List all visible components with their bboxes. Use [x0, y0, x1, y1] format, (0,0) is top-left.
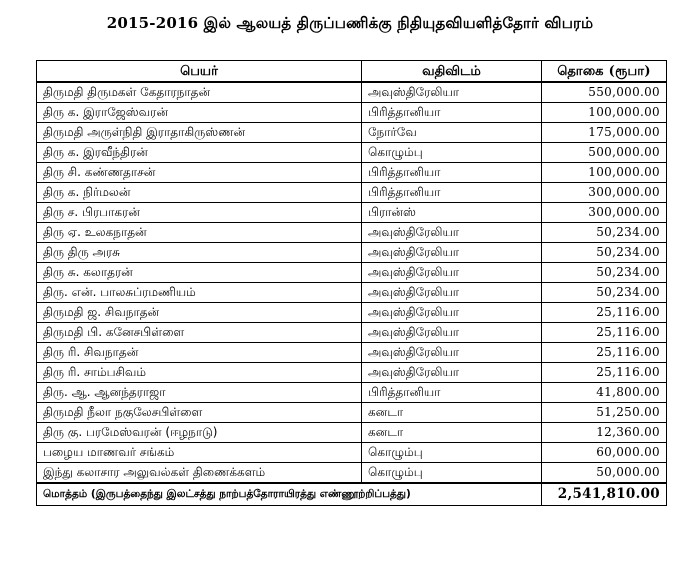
donor-amount: 41,800.00	[542, 383, 667, 403]
table-row	[37, 82, 667, 103]
donor-amount: 25,116.00	[542, 363, 667, 383]
donor-amount: 25,116.00	[542, 323, 667, 343]
table-row	[37, 223, 667, 243]
total-label: மொத்தம் (இருபத்தைந்து இலட்சத்து நாற்பத்தோராயிரத்து எண்ணூற்றிப்பத்து)	[37, 483, 542, 506]
donor-residence: அவுஸ்திரேலியா	[362, 263, 542, 283]
donor-name: திருமதி அருள்நிதி இராதாகிருஸ்ணன்	[37, 123, 362, 143]
donor-residence: அவுஸ்திரேலியா	[362, 82, 542, 103]
donor-residence: பிரித்தானியா	[362, 103, 542, 123]
donor-name: திரு. ஆ. ஆனந்தராஜா	[37, 383, 362, 403]
donor-name: திருமதி பி. கனேசபிள்ளை	[37, 323, 362, 343]
donor-amount: 100,000.00	[542, 163, 667, 183]
donor-name: திரு சு. கலாதரன்	[37, 263, 362, 283]
table-row	[37, 383, 667, 403]
donor-name: திரு திரு அரசு	[37, 243, 362, 263]
donor-residence: பிரித்தானியா	[362, 383, 542, 403]
donor-residence: கனடா	[362, 403, 542, 423]
donor-amount: 300,000.00	[542, 203, 667, 223]
table-row	[37, 243, 667, 263]
donor-residence: கொழும்பு	[362, 463, 542, 484]
donor-name: திரு ரி. சிவநாதன்	[37, 343, 362, 363]
table-row	[37, 283, 667, 303]
table-row	[37, 323, 667, 343]
table-row	[37, 303, 667, 323]
donor-residence: பிரித்தானியா	[362, 183, 542, 203]
table-row	[37, 203, 667, 223]
table-row	[37, 463, 667, 484]
donor-amount: 12,360.00	[542, 423, 667, 443]
donor-residence: அவுஸ்திரேலியா	[362, 363, 542, 383]
donor-amount: 25,116.00	[542, 343, 667, 363]
donor-amount: 50,234.00	[542, 223, 667, 243]
donor-name: திருமதி திருமகள் கேதாரநாதன்	[37, 82, 362, 103]
table-row	[37, 183, 667, 203]
donor-name: திரு க. நிர்மலன்	[37, 183, 362, 203]
column-header-amount: தொகை (ரூபா)	[542, 61, 667, 83]
donor-amount: 60,000.00	[542, 443, 667, 463]
table-row	[37, 363, 667, 383]
donor-name: திரு க. இராஜேஸ்வரன்	[37, 103, 362, 123]
donor-residence: கொழும்பு	[362, 443, 542, 463]
table-row	[37, 403, 667, 423]
table-row	[37, 123, 667, 143]
table-row	[37, 423, 667, 443]
donor-residence: அவுஸ்திரேலியா	[362, 283, 542, 303]
donor-residence: அவுஸ்திரேலியா	[362, 223, 542, 243]
table-row	[37, 263, 667, 283]
donor-residence: கனடா	[362, 423, 542, 443]
donor-amount: 50,234.00	[542, 243, 667, 263]
donor-residence: கொழும்பு	[362, 143, 542, 163]
donor-name: திரு ஏ. உலகநாதன்	[37, 223, 362, 243]
donor-amount: 50,000.00	[542, 463, 667, 484]
donor-residence: அவுஸ்திரேலியா	[362, 323, 542, 343]
donor-name: இந்து கலாசார அலுவல்கள் திணைக்களம்	[37, 463, 362, 484]
total-row	[37, 483, 667, 506]
donor-name: திரு ரி. சாம்பசிவம்	[37, 363, 362, 383]
table-row	[37, 443, 667, 463]
donor-residence: அவுஸ்திரேலியா	[362, 343, 542, 363]
donor-amount: 25,116.00	[542, 303, 667, 323]
table-row	[37, 163, 667, 183]
donor-amount: 175,000.00	[542, 123, 667, 143]
column-header-residence: வதிவிடம்	[362, 61, 542, 83]
donor-residence: அவுஸ்திரேலியா	[362, 243, 542, 263]
donor-name: திரு ச. பிரபாகரன்	[37, 203, 362, 223]
table-row	[37, 343, 667, 363]
table-header-row	[37, 61, 667, 83]
page-title: 2015-2016 இல் ஆலயத் திருப்பணிக்கு நிதியுதவியளித்தோர் விபரம்	[106, 14, 594, 32]
donor-name: பழைய மாணவர் சங்கம்	[37, 443, 362, 463]
table-row	[37, 143, 667, 163]
donor-amount: 500,000.00	[542, 143, 667, 163]
donor-name: திருமதி நீலா நகுலேசபிள்ளை	[37, 403, 362, 423]
donor-amount: 50,234.00	[542, 283, 667, 303]
column-header-name: பெயர்	[37, 61, 362, 83]
donor-residence: பிரான்ஸ்	[362, 203, 542, 223]
donor-name: திரு. என். பாலசுப்ரமணியம்	[37, 283, 362, 303]
donor-amount: 100,000.00	[542, 103, 667, 123]
donor-name: திரு க. இரவீந்திரன்	[37, 143, 362, 163]
donor-name: திரு கு. பரமேஸ்வரன் (ஈழநாடு)	[37, 423, 362, 443]
donor-amount: 550,000.00	[542, 82, 667, 103]
donor-residence: அவுஸ்திரேலியா	[362, 303, 542, 323]
donor-residence: பிரித்தானியா	[362, 163, 542, 183]
donor-name: திருமதி ஜ. சிவநாதன்	[37, 303, 362, 323]
donor-amount: 50,234.00	[542, 263, 667, 283]
donor-name: திரு சி. கண்ணதாசன்	[37, 163, 362, 183]
donor-residence: நோர்வே	[362, 123, 542, 143]
total-amount: 2,541,810.00	[542, 483, 667, 506]
donor-amount: 300,000.00	[542, 183, 667, 203]
donor-amount: 51,250.00	[542, 403, 667, 423]
table-row	[37, 103, 667, 123]
donors-table	[36, 60, 667, 506]
